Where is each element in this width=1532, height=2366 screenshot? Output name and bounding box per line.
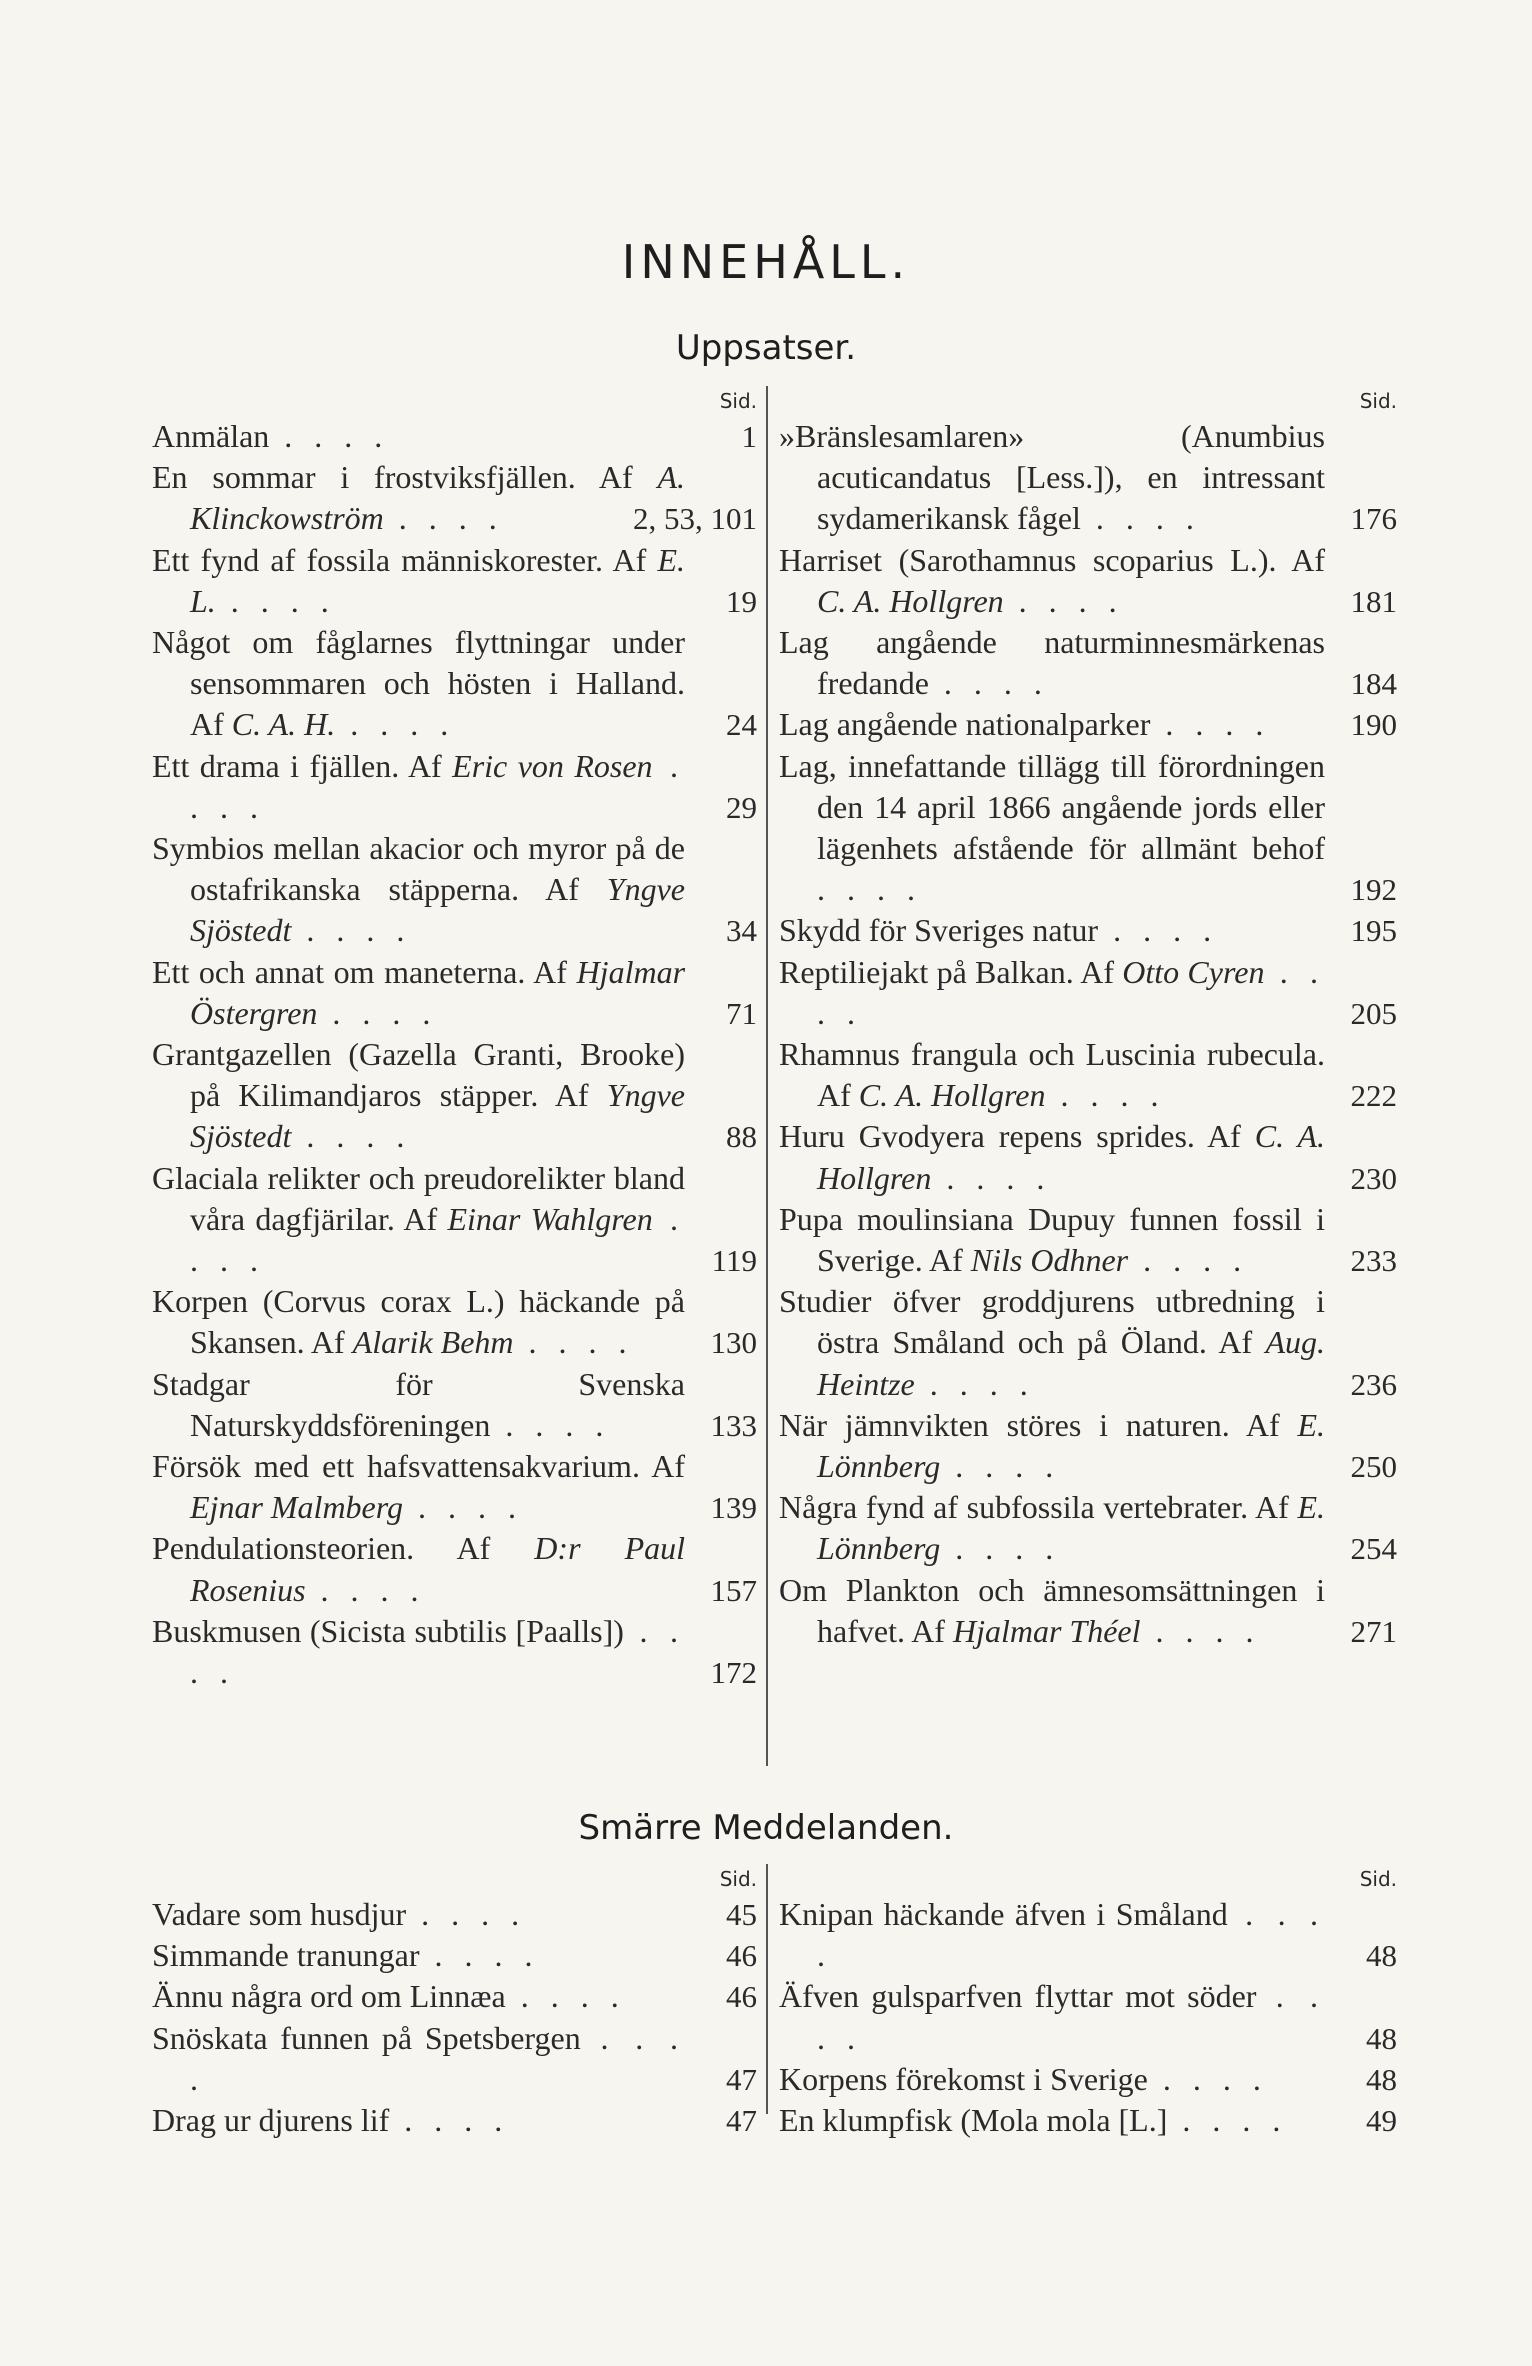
toc-entry — [152, 952, 757, 1034]
toc-entry — [779, 1570, 1397, 1652]
leader-dots: . . . . — [291, 912, 412, 949]
entry-title: Något om fåglarnes flyttningar under sensommaren och hösten i Halland. Af — [152, 624, 685, 743]
entry-page-number: 29 — [726, 789, 757, 825]
entry-title: En klumpfisk (Mola mola [L.] — [779, 2102, 1168, 2139]
entry-author: C. A. Hollgren — [817, 1118, 1326, 1196]
entry-title: »Bränslesamlaren» (Anumbius acuticandatus [Less.]), en intressant sydamerikansk fågel — [779, 418, 1325, 537]
toc-entry — [779, 622, 1397, 704]
smarre-right-column — [779, 1864, 1397, 2141]
leader-dots: . . . . — [1140, 1612, 1261, 1649]
entry-page-number: 45 — [726, 1897, 757, 1932]
entry-page-number: 222 — [1350, 1078, 1397, 1114]
toc-entries — [152, 416, 757, 1693]
entry-title: Symbios mellan akacior och myror på de ostafrikanska stäpperna. Af — [152, 830, 685, 908]
toc-entry — [152, 622, 757, 746]
toc-entry — [152, 1364, 757, 1446]
uppsatser-right-column — [779, 386, 1397, 1652]
entry-title: Skydd för Sveriges natur — [779, 912, 1099, 949]
sid-label: Sid. — [719, 1867, 757, 1891]
entry-page-number: 34 — [726, 913, 757, 949]
toc-entry — [779, 746, 1397, 911]
entry-author: Hjalmar Théel — [952, 1612, 1141, 1649]
entry-title: Snöskata funnen på Spetsbergen — [152, 2019, 581, 2056]
toc-entries — [779, 416, 1397, 1652]
entry-author: E. Lönnberg — [817, 1406, 1326, 1485]
entry-page-number: 24 — [726, 707, 757, 743]
leader-dots: . . . . — [817, 953, 1326, 1031]
entry-title: Glaciala relikter och preudorelikter bland våra dagfjärilar. Af — [152, 1159, 685, 1237]
entry-page-number: 88 — [726, 1119, 757, 1155]
entry-title: Drag ur djurens lif — [152, 2102, 390, 2139]
entry-title: En sommar i frostviksfjällen. Af — [152, 459, 633, 496]
entry-title: Ett och annat om maneterna. Af — [152, 953, 567, 990]
entry-title: Huru Gvodyera repens sprides. Af — [779, 1118, 1241, 1155]
entry-title: Ett fynd af fossila människorester. Af — [152, 541, 647, 578]
leader-dots: . . . . — [914, 1365, 1035, 1402]
entry-title: Buskmusen (Sicista subtilis [Paalls]) — [152, 1612, 624, 1649]
leader-dots: . . . . — [269, 418, 390, 454]
leader-dots: . . . . — [383, 500, 504, 537]
leader-dots: . . . . — [406, 1896, 527, 1932]
entry-page-number: 176 — [1350, 501, 1397, 537]
leader-dots: . . . . — [1003, 582, 1124, 619]
leader-dots: . . . . — [817, 1978, 1325, 2056]
toc-entry — [152, 1935, 757, 1976]
entry-title: Ännu några ord om Linnæa — [152, 1978, 506, 2015]
leader-dots: . . . . — [817, 871, 922, 908]
leader-dots: . . . . — [403, 1489, 524, 1526]
toc-entry — [152, 1034, 757, 1158]
toc-entry — [779, 1199, 1397, 1281]
entry-title: Studier öfver groddjurens utbredning i östra Småland och på Öland. Af — [779, 1283, 1325, 1361]
leader-dots: . . . . — [335, 706, 456, 743]
entry-page-number: 48 — [1366, 2061, 1397, 2097]
entry-author: Yngve Sjöstedt — [190, 871, 685, 949]
entry-page-number: 139 — [710, 1490, 757, 1526]
entry-title: Några fynd af subfossila vertebrater. Af — [779, 1489, 1289, 1526]
entry-page-number: 48 — [1366, 2020, 1397, 2056]
column-divider — [766, 386, 768, 1766]
toc-entry — [152, 828, 757, 952]
entry-page-number: 236 — [1350, 1366, 1397, 1402]
entry-page-number: 19 — [726, 583, 757, 619]
toc-entry — [779, 910, 1397, 951]
entry-page-number: 1 — [741, 419, 757, 454]
entry-page-number: 195 — [1350, 913, 1397, 949]
leader-dots: . . . . — [505, 1978, 626, 2015]
sid-label: Sid. — [1359, 389, 1397, 413]
entry-title: Rhamnus frangula och Luscinia rubecula. Af — [779, 1036, 1325, 1114]
entry-author: Einar Wahlgren — [447, 1200, 653, 1237]
entry-author: Hjalmar Östergren — [190, 953, 686, 1031]
leader-dots: . . . . — [1080, 500, 1201, 537]
toc-entry — [779, 2059, 1397, 2100]
entry-title: Pendulationsteorien. Af — [152, 1530, 491, 1567]
entry-page-number: 133 — [710, 1407, 757, 1443]
entry-title: Harriset (Sarothamnus scoparius L.). Af — [779, 541, 1325, 578]
entry-page-number: 47 — [726, 2103, 757, 2139]
leader-dots: . . . . — [190, 2019, 686, 2097]
entry-page-number: 46 — [726, 1979, 757, 2015]
toc-entry — [779, 2100, 1397, 2141]
entry-title: Stadgar för Svenska Naturskyddsföreningen — [152, 1365, 685, 1443]
toc-entry — [779, 540, 1397, 622]
entry-page-number: 49 — [1366, 2103, 1397, 2139]
leader-dots: . . . . — [190, 1200, 685, 1279]
entry-title: Ett drama i fjällen. Af — [152, 747, 442, 784]
entry-page-number: 250 — [1350, 1449, 1397, 1485]
entry-page-number: 205 — [1350, 995, 1397, 1031]
entry-author: A. Klinckowström — [190, 459, 686, 537]
entry-author: Ejnar Malmberg — [190, 1489, 404, 1526]
leader-dots: . . . . — [1128, 1242, 1249, 1279]
leader-dots: . . . . — [817, 1896, 1326, 1974]
entry-title: Försök med ett hafsvattensakvarium. Af — [152, 1448, 685, 1485]
entry-author: Yngve Sjöstedt — [190, 1077, 685, 1155]
toc-entries — [152, 1894, 757, 2141]
entry-title: Grantgazellen (Gazella Granti, Brooke) på Kilimandjaros stäpper. Af — [152, 1036, 685, 1114]
leader-dots: . . . . — [389, 2102, 510, 2139]
sid-label: Sid. — [719, 389, 757, 413]
toc-entry — [152, 2018, 757, 2100]
entry-page-number: 172 — [710, 1655, 757, 1691]
entry-author: E. Lönnberg — [817, 1489, 1326, 1567]
toc-entry — [779, 416, 1397, 540]
entry-page-number: 130 — [710, 1325, 757, 1361]
entry-title: Simmande tranungar — [152, 1937, 420, 1974]
entry-page-number: 48 — [1366, 1938, 1397, 1974]
entry-title: Pupa moulinsiana Dupuy funnen fossil i Sverige. Af — [779, 1200, 1325, 1279]
entry-author: Aug. Heintze — [817, 1324, 1326, 1402]
entry-title: Lag angående naturminnesmärkenas fredande — [779, 624, 1325, 702]
entry-title: Anmälan — [152, 418, 270, 454]
entry-author: C. A. H. — [231, 706, 336, 743]
entry-author: Alarik Behm — [352, 1324, 514, 1361]
entry-page-number: 157 — [710, 1572, 757, 1608]
toc-entry — [152, 1528, 757, 1610]
toc-entry — [779, 1976, 1397, 2058]
entry-page-number: 190 — [1350, 707, 1397, 743]
entry-author: C. A. Hollgren — [858, 1077, 1046, 1114]
uppsatser-left-column — [152, 386, 757, 1693]
page-title: INNEHÅLL. — [621, 235, 911, 289]
toc-entry — [152, 540, 757, 622]
entry-page-number: 119 — [711, 1243, 757, 1279]
leader-dots: . . . . — [513, 1324, 634, 1361]
toc-entry — [152, 746, 757, 828]
toc-entry — [152, 457, 757, 539]
toc-entry — [152, 1446, 757, 1528]
toc-entry — [779, 1487, 1397, 1569]
entry-title: Knipan häckande äfven i Småland — [779, 1896, 1228, 1932]
toc-entry — [779, 1034, 1397, 1116]
leader-dots: . . . . — [931, 1159, 1052, 1196]
entry-page-number: 230 — [1350, 1160, 1397, 1196]
entry-title: Reptiliejakt på Balkan. Af — [779, 953, 1114, 990]
toc-entry — [152, 1894, 757, 1935]
entry-author: E. L. — [190, 541, 686, 619]
entry-author: D:r Paul Rosenius — [190, 1530, 686, 1608]
leader-dots: . . . . — [928, 665, 1049, 702]
entry-title: Lag, innefattande tillägg till förordningen den 14 april 1866 angående jords eller lägenhets afstående för allmänt behof — [779, 747, 1325, 867]
entry-title: Korpens förekomst i Sverige — [779, 2060, 1148, 2097]
toc-entry — [779, 952, 1397, 1034]
entry-author: Nils Odhner — [970, 1242, 1129, 1279]
entry-title: Vadare som husdjur — [152, 1896, 407, 1932]
leader-dots: . . . . — [1147, 2060, 1268, 2097]
toc-entry — [779, 1405, 1397, 1487]
entry-page-number: 71 — [726, 995, 757, 1031]
leader-dots: . . . . — [1098, 912, 1219, 949]
toc-entry — [152, 1976, 757, 2017]
toc-entry — [152, 416, 757, 457]
toc-entries — [779, 1894, 1397, 2141]
entry-page-number: 271 — [1350, 1613, 1397, 1649]
leader-dots: . . . . — [317, 994, 438, 1031]
section-title-smarre-meddelanden: Smärre Meddelanden. — [578, 1808, 954, 1848]
entry-page-number: 192 — [1350, 872, 1397, 908]
entry-author: Eric von Rosen — [452, 747, 653, 784]
section-title-uppsatser: Uppsatser. — [675, 328, 857, 368]
entry-page-number: 46 — [726, 1938, 757, 1974]
column-divider — [766, 1864, 768, 2114]
entry-title: Lag angående nationalparker — [779, 706, 1151, 743]
toc-entry — [152, 1611, 757, 1693]
leader-dots: . . . . — [190, 747, 686, 825]
entry-page-number: 184 — [1350, 666, 1397, 702]
entry-page-number: 181 — [1350, 583, 1397, 619]
leader-dots: . . . . — [291, 1118, 412, 1155]
leader-dots: . . . . — [1167, 2102, 1288, 2139]
leader-dots: . . . . — [940, 1448, 1061, 1485]
entry-author: C. A. Hollgren — [817, 582, 1004, 619]
toc-entry — [779, 1894, 1397, 1976]
entry-page-number: 2, 53, 101 — [633, 501, 757, 537]
smarre-left-column — [152, 1864, 757, 2141]
entry-title: Om Plankton och ämnesomsättningen i hafvet. Af — [779, 1571, 1325, 1649]
leader-dots: . . . . — [305, 1571, 426, 1608]
entry-page-number: 47 — [726, 2061, 757, 2097]
entry-title: Korpen (Corvus corax L.) häckande på Skansen. Af — [152, 1283, 685, 1361]
leader-dots: . . . . — [1045, 1077, 1166, 1114]
leader-dots: . . . . — [1150, 706, 1271, 743]
leader-dots: . . . . — [215, 582, 336, 619]
leader-dots: . . . . — [490, 1406, 611, 1443]
entry-page-number: 233 — [1350, 1243, 1397, 1279]
leader-dots: . . . . — [190, 1612, 686, 1691]
entry-title: Äfven gulsparfven flyttar mot söder — [779, 1978, 1257, 2015]
sid-label: Sid. — [1359, 1867, 1397, 1891]
entry-title: När jämnvikten störes i naturen. Af — [779, 1406, 1280, 1443]
toc-entry — [779, 704, 1397, 745]
toc-entry — [779, 1116, 1397, 1198]
leader-dots: . . . . — [940, 1530, 1061, 1567]
entry-page-number: 254 — [1350, 1531, 1397, 1567]
toc-entry — [152, 2100, 757, 2141]
toc-entry — [779, 1281, 1397, 1405]
toc-entry — [152, 1281, 757, 1363]
entry-author: Otto Cyren — [1122, 953, 1265, 990]
leader-dots: . . . . — [419, 1937, 540, 1974]
toc-entry — [152, 1158, 757, 1282]
